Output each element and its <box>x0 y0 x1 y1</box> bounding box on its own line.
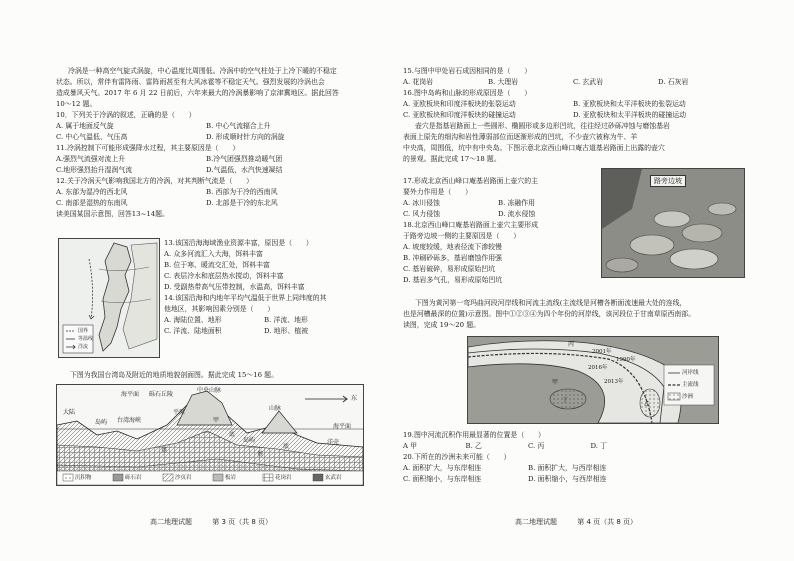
option: B. 中心气流辐合上升 <box>206 122 271 130</box>
option: B. 西部为干冷的西南风 <box>206 188 278 196</box>
question-12-options <box>56 187 356 198</box>
option: A. 海陆位置、地形 <box>164 316 222 324</box>
photo-label: 路旁边坡 <box>650 175 686 187</box>
question-10-stem: 10．下列关于冷涡的叙述，正确的是（ ） <box>56 111 196 119</box>
map-legend-current: 洋流 <box>78 344 89 350</box>
questions-17-18 <box>403 176 593 286</box>
question-17-stem: 17.形成北京西山峰口庵基岩路面上壶穴的主 <box>403 177 538 185</box>
section-legend-basalt: 玄武岩 <box>325 475 342 481</box>
question-20-options <box>403 463 653 474</box>
question-14-stem: 14.该国沿海和内地年平均气温低于世界上同纬度的其 <box>164 294 327 302</box>
option: B. 乙 <box>465 442 482 450</box>
option: C. 南部是湿热的东南风 <box>56 199 128 207</box>
river-intro-line: 读图，完成 19～20 题。 <box>403 321 481 329</box>
question-15-stem: 15.与图中甲处岩石成因相同的是（ ） <box>403 67 532 75</box>
section-label-island: 岛屿 <box>243 437 256 444</box>
option: A. 花岗岩 <box>403 78 434 86</box>
question-10-options <box>56 132 356 143</box>
question-12-stem: 12.关于冷涡天气影响我国北方的冷涡，对其判断气流是（ ） <box>56 177 254 185</box>
question-17-options <box>403 198 593 209</box>
intro-line: 状态。所以，常伴有雷阵雨、雷阵雨甚至有大风冰雹等不稳定天气。强烈发展的冷涡也会 <box>56 78 325 86</box>
intro-line: 冷涡是一种高空气旋式涡旋，中心温度比周围低。冷涡中的空气柱处于上冷下暖的不稳定 <box>68 67 337 75</box>
questions-13-14 <box>164 238 364 337</box>
question-13-stem: 13.该国沿海海域渔业资源丰富，原因是（ ） <box>164 239 313 247</box>
option: C.地形强烈抬升湿润气流 <box>56 166 133 174</box>
river-legend-mainstream: 主流线 <box>682 382 699 388</box>
option: C. 面积缩小，与东岸相连 <box>403 475 482 483</box>
intro-line: 造成暴风天气。2017 年 6 月 22 日前后，六年来最大的冷涡暴影响了京津冀地区。据此回答 <box>56 89 339 97</box>
question-17-options <box>403 209 593 220</box>
questions-19-20 <box>403 430 653 485</box>
question-11-options <box>56 165 356 176</box>
option: B. 面积扩大，与西岸相连 <box>528 464 607 472</box>
section-label-sea-level: 海平面 <box>121 391 140 398</box>
question-14-options <box>164 315 364 326</box>
question-19-options <box>403 441 653 452</box>
section-label-sea-level-right: 海平面 <box>333 423 352 430</box>
option: B. 冻融作用 <box>498 199 536 207</box>
option: A. 众多河流汇入大海，饵料丰富 <box>164 250 263 258</box>
option: D. 形成顺时针方向的涡旋 <box>206 133 285 141</box>
river-intro-block <box>403 298 783 331</box>
question-15-options <box>403 77 743 88</box>
map-legend-isotherm: 等温线 <box>78 336 94 342</box>
option: B. 亚欧板块和太平洋板块的张裂运动 <box>573 100 686 108</box>
question-16-options <box>403 99 743 110</box>
country-map <box>59 239 159 357</box>
section-intro: 下图为我国台湾岛及附近的地质地貌剖面图。据此完成 15～16 题。 <box>70 371 278 379</box>
question-10-options <box>56 121 356 132</box>
question-16-stem: 16.图中岛屿和山脉的形成原因是（ ） <box>403 89 532 97</box>
option: A.强烈气流强对流上升 <box>56 155 126 163</box>
river-label-yi: 乙 <box>644 401 651 408</box>
option: B. 冲刷砂砾多，基岩磨蚀作用强 <box>403 254 503 262</box>
section-label-central-range: 中央山脉 <box>197 387 222 394</box>
section-label-strait: 台湾海峡 <box>117 417 142 424</box>
river-label-2001: 2001年 <box>592 349 612 355</box>
question-17-stem-cont: 要外力作用是（ ） <box>403 188 472 196</box>
option: D. 地形、植被 <box>264 327 309 335</box>
option: C. 风力侵蚀 <box>403 210 440 218</box>
section-label-mountain: 山脉 <box>269 405 282 412</box>
option: A. 面积扩大，与东岸相连 <box>403 464 482 472</box>
option: B. 大理岩 <box>488 78 519 86</box>
section-intro-block <box>70 370 370 381</box>
option: C. 玄武岩 <box>573 78 604 86</box>
river-label-jia: 甲 <box>552 379 559 386</box>
river-label-bing: 丙 <box>568 341 575 348</box>
question-14-stem-cont: 他地区，其影响因素分别是（ ） <box>164 305 275 313</box>
passage-line: 表面上原先的细沟和岩性薄弱部位而逐渐形成的凹坑，不少壶穴被称为牛、羊 <box>403 133 638 141</box>
option: D.气温低，水汽快速凝结 <box>206 166 283 174</box>
section-label-island: 岛屿 <box>95 419 108 426</box>
section-label-di: 底 <box>283 443 290 450</box>
option: A 甲 <box>403 442 418 450</box>
option: D. 亚欧板块和太平洋板块的碰撞运动 <box>573 111 687 119</box>
option: D. 受副热带高气压带控制，水温高，饵料丰富 <box>164 283 305 291</box>
question-19-stem: 19.图中河流沉积作用最显著的位置是（ ） <box>403 431 545 439</box>
river-legend-sandbar: 沙洲 <box>682 394 694 400</box>
footer-title: 高二地理试题 <box>515 518 557 526</box>
option: D. 流水侵蚀 <box>498 210 536 218</box>
passage-line: 中央高，周围低，坑中有中央岛。下图示意北京西山峰口庵古道基岩路面上出露的壶穴 <box>403 144 665 152</box>
left-column <box>56 66 356 220</box>
river-map-figure <box>467 336 719 424</box>
question-18-stem-cont: 于路旁边坡一侧的主要原因是（ ） <box>403 232 521 240</box>
option: C. 中心气温低、气压高 <box>56 133 128 141</box>
section-label-mainland: 大陆 <box>63 409 76 416</box>
question-11-stem: 11.冷涡控制下可能形成强降水过程，其主要原因是（ ） <box>56 144 240 152</box>
option: C. 亚欧板块和印度洋板块的碰撞运动 <box>403 111 516 119</box>
river-intro-line: 下图为黄河第一弯玛曲河段河岸线和河流主流线(主流线是河槽各断面流速最大处的连线， <box>415 299 687 307</box>
map-intro: 读美国某国示意图，回答13~14题。 <box>56 210 169 218</box>
river-label-ding: 丁 <box>562 397 569 404</box>
option: D. 北部是干冷的东北风 <box>206 199 278 207</box>
option: C. 丙 <box>528 442 545 450</box>
country-map-figure <box>58 238 160 358</box>
river-label-2013: 2013年 <box>604 379 624 385</box>
footer-page: 第 4 页（共 8 页） <box>577 518 638 526</box>
section-legend-slate: 板岩 <box>225 475 237 481</box>
geologic-section <box>57 385 363 485</box>
section-legend-sandstone: 沙页岩 <box>175 475 192 481</box>
intro-line: 10～12 题。 <box>56 100 97 108</box>
footer-page: 第 3 页（共 8 页） <box>212 518 273 526</box>
river-label-1990: 1990年 <box>616 357 636 363</box>
section-label-ji: 基 <box>257 451 264 458</box>
section-label-gravel-hills: 砾石丘陵 <box>149 391 174 398</box>
question-16-options <box>403 110 743 121</box>
map-legend-border: 国界 <box>78 328 89 334</box>
footer-title: 高二地理试题 <box>150 518 192 526</box>
section-label-ji: 基 <box>161 447 168 454</box>
section-label-oceanic-crust: 洋壳 <box>327 439 340 446</box>
section-label-di: 底 <box>229 431 236 438</box>
option: C. 基岩破碎，易形成原始凹坑 <box>403 265 496 273</box>
question-12-options <box>56 198 356 209</box>
option: A. 亚欧板块和印度洋板块的张裂运动 <box>403 100 516 108</box>
page-4 <box>397 0 794 561</box>
page-4-footer <box>515 517 655 527</box>
page-3-footer <box>150 517 290 527</box>
option: D. 石灰岩 <box>658 78 689 86</box>
section-legend-granite: 花岗岩 <box>275 475 292 481</box>
option: A. 属于地面反气旋 <box>56 122 114 130</box>
question-20-options <box>403 474 653 485</box>
option: D. 丁 <box>590 442 608 450</box>
section-label-east: 东 <box>351 395 358 402</box>
river-intro-line: 也是河槽最深的位置)示意图。图中①②③④为四个年份的河岸线，该河段位于甘南草原西南部。 <box>403 310 696 318</box>
option: D. 面积缩小，与西岸相连 <box>528 475 607 483</box>
option: B. 洋流、地形 <box>264 316 308 324</box>
passage-line: 壶穴是指基岩路面上一些圆形、椭圆形或多边形凹坑，往往经过砂砾冲蚀与磨蚀基岩 <box>415 122 670 130</box>
question-18-stem: 18.北京西山峰口庵基岩路面上壶穴主要形成 <box>403 221 538 229</box>
section-legend-sediment: 沉积物 <box>75 475 92 481</box>
option: B.冷气团强烈推动暖气团 <box>206 155 283 163</box>
option: A. 冰川侵蚀 <box>403 199 440 207</box>
option: D. 基岩多气孔，易形成原始凹坑 <box>403 276 503 284</box>
river-legend-bank: 河岸线 <box>682 370 699 376</box>
right-column <box>403 66 743 165</box>
question-14-options <box>164 326 364 337</box>
river-label-2016: 2016年 <box>588 365 608 371</box>
option: C. 表层冷水和底层热水搅动，饵料丰富 <box>164 272 284 280</box>
passage-line: 的景观。据此完成 17～18 题。 <box>403 155 501 163</box>
geologic-section-figure <box>56 384 364 486</box>
option: C. 洋流、陆地面积 <box>164 327 222 335</box>
section-label-jia: 甲 <box>213 417 220 424</box>
question-11-options <box>56 154 356 165</box>
section-legend-conglomerate: 砾石岩 <box>125 475 142 481</box>
section-label-plain: 平原 <box>173 409 186 416</box>
question-20-stem: 20.下所在的沙洲未来可能（ ） <box>403 453 511 461</box>
option: A. 坡度较缓，地表径流下渗较慢 <box>403 243 502 251</box>
option: B. 位于寒、暖流交汇处，饵料丰富 <box>164 261 270 269</box>
option: A. 东部为湿冷的西北风 <box>56 188 128 196</box>
pothole-photo <box>601 168 745 278</box>
